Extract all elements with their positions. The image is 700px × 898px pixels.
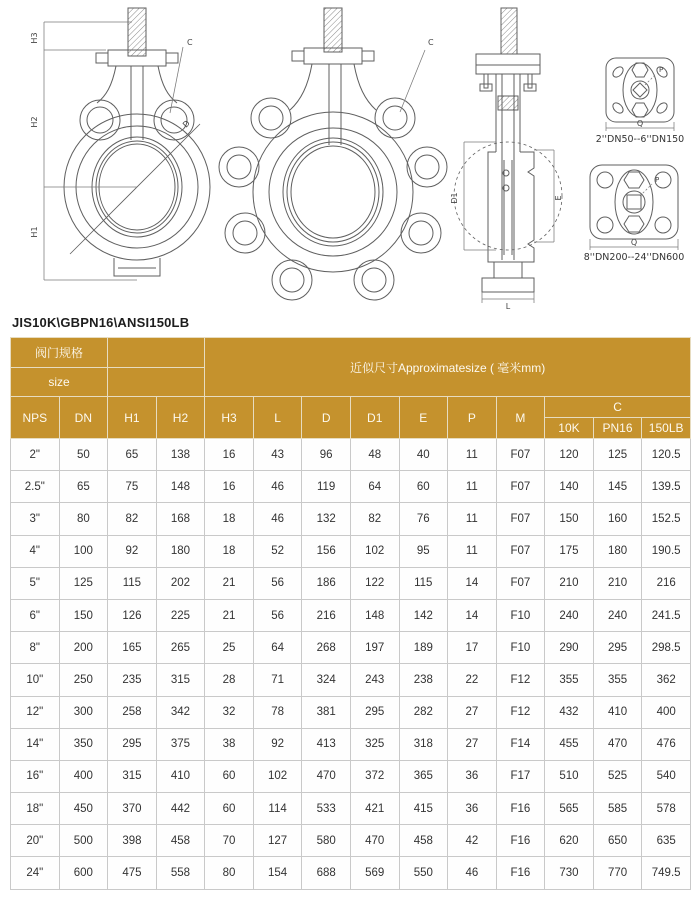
header-size: size bbox=[11, 368, 108, 397]
cell: 132 bbox=[302, 503, 351, 535]
cell: 470 bbox=[593, 728, 642, 760]
col-p: P bbox=[448, 397, 497, 439]
dim-label-h2: H2 bbox=[30, 116, 39, 128]
cell: 76 bbox=[399, 503, 448, 535]
cell: 21 bbox=[205, 567, 254, 599]
cell: 11 bbox=[448, 535, 497, 567]
cell: 550 bbox=[399, 857, 448, 889]
cell: 82 bbox=[108, 503, 157, 535]
cell: 442 bbox=[156, 793, 205, 825]
cell: 16 bbox=[205, 439, 254, 471]
cell: 398 bbox=[108, 825, 157, 857]
cell: 216 bbox=[302, 599, 351, 631]
cell: 300 bbox=[59, 696, 108, 728]
lug-valve-front-drawing bbox=[219, 8, 447, 300]
cell: 11 bbox=[448, 439, 497, 471]
cell: 65 bbox=[108, 439, 157, 471]
header-blank-2 bbox=[108, 368, 205, 397]
col-c-group: C bbox=[545, 397, 691, 418]
cell: 749.5 bbox=[642, 857, 691, 889]
cell: 156 bbox=[302, 535, 351, 567]
cell: 40 bbox=[399, 439, 448, 471]
cell: 102 bbox=[253, 760, 302, 792]
cell: 295 bbox=[108, 728, 157, 760]
cell: 470 bbox=[350, 825, 399, 857]
cell: 200 bbox=[59, 632, 108, 664]
disc-dashed-circle bbox=[454, 142, 562, 250]
cell: 400 bbox=[59, 760, 108, 792]
cell: 14" bbox=[11, 728, 60, 760]
cell: 210 bbox=[593, 567, 642, 599]
cell: 2" bbox=[11, 439, 60, 471]
cell: 355 bbox=[593, 664, 642, 696]
cell: 11 bbox=[448, 471, 497, 503]
cell: 325 bbox=[350, 728, 399, 760]
stem bbox=[501, 8, 517, 54]
cell: F16 bbox=[496, 857, 545, 889]
cell: 365 bbox=[399, 760, 448, 792]
col-e: E bbox=[399, 397, 448, 439]
cell: 10" bbox=[11, 664, 60, 696]
cell: 22 bbox=[448, 664, 497, 696]
cell: 46 bbox=[253, 471, 302, 503]
dim-label-h3: H3 bbox=[30, 32, 39, 44]
cell: 27 bbox=[448, 728, 497, 760]
cell: 18 bbox=[205, 503, 254, 535]
cell: F07 bbox=[496, 567, 545, 599]
cell: 56 bbox=[253, 567, 302, 599]
cell: 569 bbox=[350, 857, 399, 889]
dim-label-c: C bbox=[428, 38, 434, 47]
cell: 455 bbox=[545, 728, 594, 760]
table-row bbox=[11, 632, 691, 664]
dim-label-p: P bbox=[659, 66, 664, 74]
cell: 5" bbox=[11, 567, 60, 599]
cell: 533 bbox=[302, 793, 351, 825]
valve-drawings bbox=[0, 0, 700, 310]
cell: 18" bbox=[11, 793, 60, 825]
cell: 315 bbox=[156, 664, 205, 696]
cell: 324 bbox=[302, 664, 351, 696]
table-row bbox=[11, 535, 691, 567]
dim-label-d1: D1 bbox=[450, 192, 459, 204]
cell: 6" bbox=[11, 599, 60, 631]
cell: 60 bbox=[205, 760, 254, 792]
cell: 458 bbox=[399, 825, 448, 857]
cell: F14 bbox=[496, 728, 545, 760]
cell: 50 bbox=[59, 439, 108, 471]
cell: 168 bbox=[156, 503, 205, 535]
cell: 36 bbox=[448, 760, 497, 792]
cell: 70 bbox=[205, 825, 254, 857]
valve-body-outline bbox=[253, 112, 413, 272]
cell: 298.5 bbox=[642, 632, 691, 664]
cell: F07 bbox=[496, 535, 545, 567]
cell: 258 bbox=[108, 696, 157, 728]
cell: 96 bbox=[302, 439, 351, 471]
bolts bbox=[480, 74, 536, 91]
cell: 241.5 bbox=[642, 599, 691, 631]
cell: 165 bbox=[108, 632, 157, 664]
cell: F12 bbox=[496, 696, 545, 728]
col-c-10k: 10K bbox=[545, 418, 594, 439]
cell: 160 bbox=[593, 503, 642, 535]
cell: 620 bbox=[545, 825, 594, 857]
cell: 432 bbox=[545, 696, 594, 728]
cell: 372 bbox=[350, 760, 399, 792]
cell: 290 bbox=[545, 632, 594, 664]
cell: 175 bbox=[545, 535, 594, 567]
cell: 362 bbox=[642, 664, 691, 696]
cell: F10 bbox=[496, 599, 545, 631]
cell: 415 bbox=[399, 793, 448, 825]
cell: 150 bbox=[545, 503, 594, 535]
cell: 421 bbox=[350, 793, 399, 825]
dimension-table bbox=[10, 337, 691, 890]
cell: 4" bbox=[11, 535, 60, 567]
cell: 381 bbox=[302, 696, 351, 728]
cell: 190.5 bbox=[642, 535, 691, 567]
cell: 138 bbox=[156, 439, 205, 471]
col-d1: D1 bbox=[350, 397, 399, 439]
cell: 525 bbox=[593, 760, 642, 792]
cell: 370 bbox=[108, 793, 157, 825]
cell: 197 bbox=[350, 632, 399, 664]
cell: 450 bbox=[59, 793, 108, 825]
cell: 730 bbox=[545, 857, 594, 889]
cell: 11 bbox=[448, 503, 497, 535]
cell: 600 bbox=[59, 857, 108, 889]
cell: 413 bbox=[302, 728, 351, 760]
cell: 122 bbox=[350, 567, 399, 599]
cell: 16" bbox=[11, 760, 60, 792]
cell: 770 bbox=[593, 857, 642, 889]
cell: 265 bbox=[156, 632, 205, 664]
cell: 36 bbox=[448, 793, 497, 825]
cell: 12" bbox=[11, 696, 60, 728]
cell: 268 bbox=[302, 632, 351, 664]
cell: 64 bbox=[350, 471, 399, 503]
cell: 18 bbox=[205, 535, 254, 567]
cell: 32 bbox=[205, 696, 254, 728]
cell: 80 bbox=[59, 503, 108, 535]
cell: 475 bbox=[108, 857, 157, 889]
cell: 102 bbox=[350, 535, 399, 567]
cell: 688 bbox=[302, 857, 351, 889]
cell: 243 bbox=[350, 664, 399, 696]
cell: 125 bbox=[593, 439, 642, 471]
dimension-lines bbox=[464, 142, 554, 303]
dim-label-e: E bbox=[554, 195, 563, 201]
dim-label-q: Q bbox=[630, 238, 638, 247]
cell: 127 bbox=[253, 825, 302, 857]
cell: 71 bbox=[253, 664, 302, 696]
cell: 375 bbox=[156, 728, 205, 760]
cell: 140 bbox=[545, 471, 594, 503]
cell: 458 bbox=[156, 825, 205, 857]
pad-large-caption: 8''DN200--24''DN600 bbox=[583, 252, 685, 263]
cell: 78 bbox=[253, 696, 302, 728]
cell: 8" bbox=[11, 632, 60, 664]
dim-label-d: D bbox=[181, 118, 192, 130]
cell: 48 bbox=[350, 439, 399, 471]
cell: 650 bbox=[593, 825, 642, 857]
table-row bbox=[11, 825, 691, 857]
cell: 410 bbox=[593, 696, 642, 728]
cell: 154 bbox=[253, 857, 302, 889]
iso-pad-small-drawing bbox=[596, 58, 684, 145]
cell: 152.5 bbox=[642, 503, 691, 535]
cell: 119 bbox=[302, 471, 351, 503]
cell: 65 bbox=[59, 471, 108, 503]
table-row bbox=[11, 760, 691, 792]
cell: 142 bbox=[399, 599, 448, 631]
iso-pad-large-drawing bbox=[584, 165, 685, 263]
stem bbox=[324, 8, 342, 52]
cell: 115 bbox=[399, 567, 448, 599]
cell: 315 bbox=[108, 760, 157, 792]
cell: 225 bbox=[156, 599, 205, 631]
table-row bbox=[11, 664, 691, 696]
cell: 14 bbox=[448, 567, 497, 599]
table-row bbox=[11, 567, 691, 599]
header-approx-size: 近似尺寸Approximatesize ( 毫米mm) bbox=[205, 338, 691, 397]
header-blank-1 bbox=[108, 338, 205, 368]
cell: 578 bbox=[642, 793, 691, 825]
cell: F07 bbox=[496, 439, 545, 471]
pad-small-caption: 2''DN50--6''DN150 bbox=[595, 134, 685, 145]
dim-label-c: C bbox=[187, 38, 193, 47]
cell: F07 bbox=[496, 471, 545, 503]
cell: 342 bbox=[156, 696, 205, 728]
cell: 125 bbox=[59, 567, 108, 599]
cell: 202 bbox=[156, 567, 205, 599]
cell: 580 bbox=[302, 825, 351, 857]
cell: 2.5" bbox=[11, 471, 60, 503]
cell: 585 bbox=[593, 793, 642, 825]
cell: 80 bbox=[205, 857, 254, 889]
col-d: D bbox=[302, 397, 351, 439]
cell: 56 bbox=[253, 599, 302, 631]
cell: 43 bbox=[253, 439, 302, 471]
cell: 180 bbox=[156, 535, 205, 567]
cell: 189 bbox=[399, 632, 448, 664]
cell: 3" bbox=[11, 503, 60, 535]
cell: 21 bbox=[205, 599, 254, 631]
col-m: M bbox=[496, 397, 545, 439]
cell: F10 bbox=[496, 632, 545, 664]
table-row bbox=[11, 793, 691, 825]
cell: 216 bbox=[642, 567, 691, 599]
cell: 318 bbox=[399, 728, 448, 760]
cell: 565 bbox=[545, 793, 594, 825]
cell: 470 bbox=[302, 760, 351, 792]
cell: 476 bbox=[642, 728, 691, 760]
cell: F17 bbox=[496, 760, 545, 792]
cell: 52 bbox=[253, 535, 302, 567]
cell: 295 bbox=[593, 632, 642, 664]
cell: 115 bbox=[108, 567, 157, 599]
cell: F12 bbox=[496, 664, 545, 696]
cell: 148 bbox=[156, 471, 205, 503]
cell: 24" bbox=[11, 857, 60, 889]
cell: 28 bbox=[205, 664, 254, 696]
cell: 60 bbox=[205, 793, 254, 825]
cell: 510 bbox=[545, 760, 594, 792]
cell: 500 bbox=[59, 825, 108, 857]
cell: 180 bbox=[593, 535, 642, 567]
col-nps: NPS bbox=[11, 397, 60, 439]
cell: 126 bbox=[108, 599, 157, 631]
table-row bbox=[11, 696, 691, 728]
col-dn: DN bbox=[59, 397, 108, 439]
cell: 235 bbox=[108, 664, 157, 696]
cell: 240 bbox=[593, 599, 642, 631]
cell: F16 bbox=[496, 825, 545, 857]
cell: 240 bbox=[545, 599, 594, 631]
cell: 210 bbox=[545, 567, 594, 599]
cell: 148 bbox=[350, 599, 399, 631]
cell: 114 bbox=[253, 793, 302, 825]
dim-label-h1: H1 bbox=[30, 226, 39, 238]
cell: 400 bbox=[642, 696, 691, 728]
table-row bbox=[11, 857, 691, 889]
cell: 64 bbox=[253, 632, 302, 664]
cell: 38 bbox=[205, 728, 254, 760]
cell: 120.5 bbox=[642, 439, 691, 471]
cell: 46 bbox=[253, 503, 302, 535]
cell: 75 bbox=[108, 471, 157, 503]
cell: 150 bbox=[59, 599, 108, 631]
cell: 16 bbox=[205, 471, 254, 503]
cell: 60 bbox=[399, 471, 448, 503]
cell: 95 bbox=[399, 535, 448, 567]
dim-label-q: Q bbox=[636, 119, 644, 128]
col-h3: H3 bbox=[205, 397, 254, 439]
cell: 25 bbox=[205, 632, 254, 664]
stem bbox=[128, 8, 146, 56]
col-c-pn16: PN16 bbox=[593, 418, 642, 439]
col-c-150lb: 150LB bbox=[642, 418, 691, 439]
cell: 635 bbox=[642, 825, 691, 857]
cell: 145 bbox=[593, 471, 642, 503]
table-header bbox=[11, 338, 691, 439]
table-row bbox=[11, 503, 691, 535]
valve-drawings-svg bbox=[0, 0, 700, 310]
wafer-valve-front-drawing bbox=[30, 8, 210, 280]
cell: 20" bbox=[11, 825, 60, 857]
table-title: JIS10K\GBPN16\ANSI150LB bbox=[12, 315, 190, 330]
cell: 139.5 bbox=[642, 471, 691, 503]
cell: 92 bbox=[253, 728, 302, 760]
cell: 250 bbox=[59, 664, 108, 696]
cell: 42 bbox=[448, 825, 497, 857]
cell: 410 bbox=[156, 760, 205, 792]
cell: 355 bbox=[545, 664, 594, 696]
cell: 46 bbox=[448, 857, 497, 889]
dim-label-l: L bbox=[505, 302, 511, 310]
col-l: L bbox=[253, 397, 302, 439]
col-h1: H1 bbox=[108, 397, 157, 439]
cell: 100 bbox=[59, 535, 108, 567]
cell: 238 bbox=[399, 664, 448, 696]
cell: 186 bbox=[302, 567, 351, 599]
cell: 558 bbox=[156, 857, 205, 889]
ear-lobe bbox=[80, 100, 120, 140]
cell: F07 bbox=[496, 503, 545, 535]
header-spec: 阀门规格 bbox=[11, 338, 108, 368]
cell: F16 bbox=[496, 793, 545, 825]
cell: 282 bbox=[399, 696, 448, 728]
cell: 120 bbox=[545, 439, 594, 471]
table-body bbox=[11, 439, 691, 890]
cell: 14 bbox=[448, 599, 497, 631]
cell: 350 bbox=[59, 728, 108, 760]
cell: 92 bbox=[108, 535, 157, 567]
table-row bbox=[11, 439, 691, 471]
cell: 295 bbox=[350, 696, 399, 728]
cell: 27 bbox=[448, 696, 497, 728]
cell: 17 bbox=[448, 632, 497, 664]
valve-section-drawing bbox=[450, 8, 563, 310]
cell: 540 bbox=[642, 760, 691, 792]
table-row bbox=[11, 471, 691, 503]
dim-label-p: P bbox=[655, 176, 660, 184]
table-row bbox=[11, 599, 691, 631]
table-row bbox=[11, 728, 691, 760]
col-h2: H2 bbox=[156, 397, 205, 439]
cell: 82 bbox=[350, 503, 399, 535]
